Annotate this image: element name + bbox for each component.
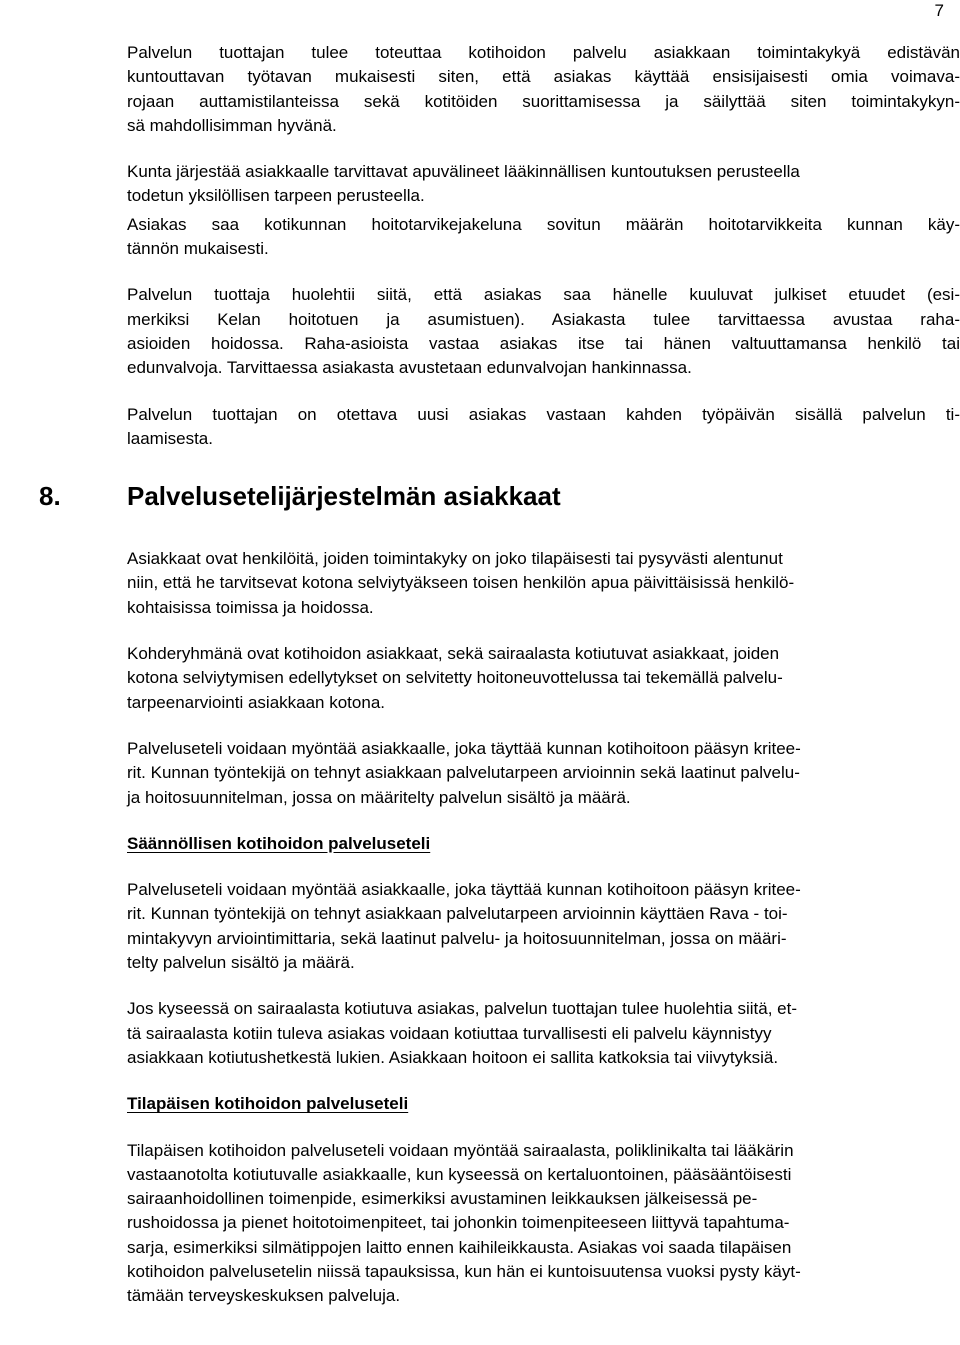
section-paragraph-3	[127, 737, 960, 810]
text-line: Palvelun tuottajan tulee toteuttaa kotihoidon palvelu asiakkaan toimintakykyä edistävän	[127, 43, 960, 62]
regular-paragraph-2	[127, 997, 960, 1070]
section-paragraph-2	[127, 642, 960, 715]
text-line: laamisesta.	[127, 428, 213, 448]
text-line: sä mahdollisimman hyvänä.	[127, 115, 337, 135]
text-line: tarpeenarviointi asiakkaan kotona.	[127, 692, 385, 712]
text-line: kotona selviytymisen edellytykset on selvitetty hoitoneuvottelussa tai tekemällä palvelu-	[127, 668, 783, 688]
text-line: asiakkaan kotiutushetkestä lukien. Asiakkaan hoitoon ei sallita katkoksia tai viivytyksiä.	[127, 1047, 779, 1067]
text-line: Palvelun tuottaja huolehtii siitä, että asiakas saa hänelle kuuluvat julkiset etuudet (esi-	[127, 285, 960, 305]
page-number: 7	[934, 1, 944, 20]
text-line: kohtaisissa toimissa ja hoidossa.	[127, 597, 374, 617]
text-line: rit. Kunnan työntekijä on tehnyt asiakkaan palvelutarpeen arvioinnin sekä laatinut palvelu-	[127, 763, 800, 783]
section-title: Palvelusetelijärjestelmän asiakkaat	[127, 481, 561, 512]
text-line: sairaanhoidollinen toimenpide, esimerkiksi avustaminen leikkauksen jälkeisessä pe-	[127, 1189, 758, 1209]
text-line: Asiakas saa kotikunnan hoitotarvikejakeluna sovitun määrän hoitotarvikkeita kunnan käy-	[127, 214, 960, 234]
intro-paragraph-1	[127, 41, 960, 138]
regular-paragraph-1	[127, 878, 960, 975]
text-line: Asiakkaat ovat henkilöitä, joiden toimintakyky on joko tilapäisesti tai pysyvästi alentunut	[127, 549, 783, 569]
text-line: telty palvelun sisältö ja määrä.	[127, 953, 355, 973]
intro-paragraph-4	[127, 283, 960, 380]
text-line: merkiksi Kelan hoitotuen ja asumistuen). Asiakasta tulee tarvittaessa avustaa raha-	[127, 309, 960, 329]
text-line: rojaan auttamistilanteissa sekä kotitöiden suorittamisessa ja säilyttää siten toimintakykyn-	[127, 91, 960, 111]
subsection-heading-regular: Säännöllisen kotihoidon palveluseteli	[127, 833, 431, 853]
text-line: sarja, esimerkiksi silmätippojen laitto ennen kaihileikkausta. Asiakas voi saada tilapäisen	[127, 1237, 792, 1257]
text-line: rushoidossa ja pienet hoitotoimenpiteet, tai johonkin toimenpiteeseen liittyvä tapahtuma-	[127, 1213, 790, 1233]
text-line: vastaanotolta kotiutuvalle asiakkaalle, kun kyseessä on kertaluontoinen, pääsääntöisesti	[127, 1164, 792, 1184]
temporary-paragraph-1	[127, 1139, 960, 1309]
section-number: 8.	[39, 481, 61, 512]
text-line: Kunta järjestää asiakkaalle tarvittavat apuvälineet lääkinnällisen kuntoutuksen perusteella	[127, 162, 800, 182]
intro-paragraph-3	[127, 213, 960, 262]
subsection-heading-temporary: Tilapäisen kotihoidon palveluseteli	[127, 1094, 409, 1114]
intro-paragraph-5	[127, 403, 960, 452]
text-line: mintakyvyn arviointimittaria, sekä laatinut palvelu- ja hoitosuunnitelman, jossa on määri-	[127, 928, 787, 948]
document-body	[39, 41, 960, 1309]
text-line: ja hoitosuunnitelman, jossa on määritelty palvelun sisältö ja määrä.	[127, 787, 631, 807]
text-line: tämään terveyskeskuksen palveluja.	[127, 1286, 401, 1306]
text-line: kuntouttavan työtavan mukaisesti siten, että asiakas käyttää ensisijaisesti omia voimava-	[127, 67, 960, 87]
text-line: Tilapäisen kotihoidon palveluseteli voidaan myöntää sairaalasta, poliklinikalta tai lääkärin	[127, 1140, 794, 1160]
text-line: Jos kyseessä on sairaalasta kotiutuva asiakas, palvelun tuottajan tulee huolehtia siitä, et-	[127, 999, 798, 1019]
text-line: asioiden hoidossa. Raha-asioista vastaa asiakas itse tai hänen valtuuttamansa henkilö tai	[127, 333, 960, 353]
text-line: todetun yksilöllisen tarpeen perusteella.	[127, 186, 425, 206]
text-line: Kohderyhmänä ovat kotihoidon asiakkaat, sekä sairaalasta kotiutuvat asiakkaat, joiden	[127, 644, 780, 664]
text-line: Palveluseteli voidaan myöntää asiakkaalle, joka täyttää kunnan kotihoitoon pääsyn kritee-	[127, 738, 801, 758]
text-line: tä sairaalasta kotiin tuleva asiakas voidaan kotiuttaa turvallisesti eli palvelu käynnistyy	[127, 1023, 772, 1043]
text-line: edunvalvoja. Tarvittaessa asiakasta avustetaan edunvalvojan hankinnassa.	[127, 358, 692, 378]
text-line: rit. Kunnan työntekijä on tehnyt asiakkaan palvelutarpeen arvioinnin käyttäen Rava - toi-	[127, 904, 788, 924]
text-line: Palvelun tuottajan on otettava uusi asiakas vastaan kahden työpäivän sisällä palvelun ti-	[127, 404, 960, 424]
section-paragraph-1	[127, 547, 960, 620]
intro-paragraph-2	[127, 160, 960, 209]
text-line: niin, että he tarvitsevat kotona selviytyäkseen toisen henkilön apua päivittäisissä henkilö-	[127, 573, 795, 593]
text-line: tännön mukaisesti.	[127, 239, 269, 259]
text-line: kotihoidon palvelusetelin niissä tapauksissa, kun hän ei kuntoisuutensa vuoksi pysty käyt-	[127, 1261, 801, 1281]
text-line: Palveluseteli voidaan myöntää asiakkaalle, joka täyttää kunnan kotihoitoon pääsyn kritee-	[127, 880, 801, 900]
section-heading	[39, 479, 960, 513]
